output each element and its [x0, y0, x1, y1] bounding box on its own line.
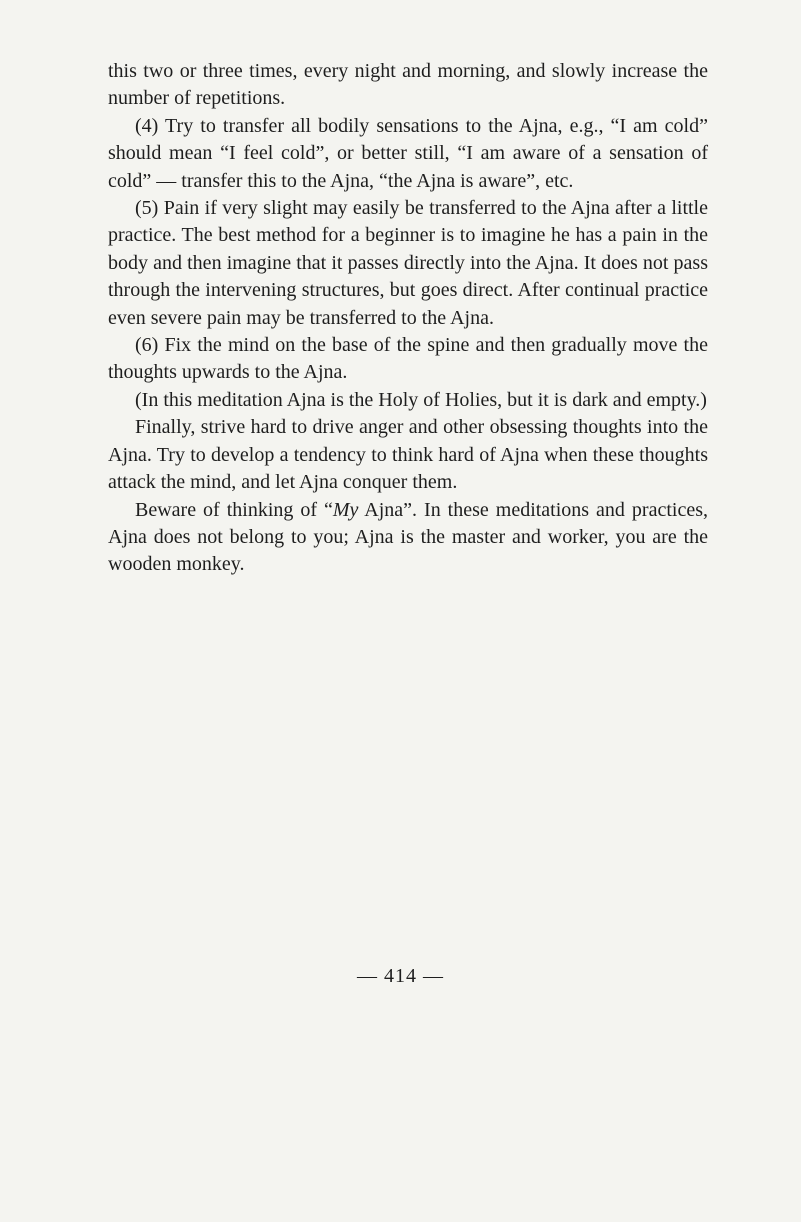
- paragraph-finally: Finally, strive hard to drive anger and other obsessing thoughts into the Ajna. Try to develop a tendency to think hard of Ajna when these thoughts attack the mind, and let Ajna conquer them.: [108, 416, 708, 494]
- paragraph-item-4: (4) Try to transfer all bodily sensations to the Ajna, e.g., “I am cold” should mean “I feel cold”, or better still, “I am aware of a sensation of cold” — transfer this to the Ajna, “the Ajna is aware”, etc.: [108, 114, 708, 192]
- paragraph-parenthetical: (In this meditation Ajna is the Holy of Holies, but it is dark and empty.): [135, 388, 707, 411]
- beware-text-before: Beware of thinking of “: [135, 498, 333, 521]
- paragraph-item-5: (5) Pain if very slight may easily be transferred to the Ajna after a little practice. The best method for a beginner is to imagine he has a pain in the body and then imagine that it passes directly into the Ajna. It does not pass through the intervening structures, but goes direct. After continual practice even severe pain may be transferred to the Ajna.: [108, 197, 708, 329]
- paragraph-continuation: this two or three times, every night and morning, and slowly increase the number of repetitions.: [108, 60, 708, 110]
- beware-italic-word: My: [332, 498, 359, 521]
- paragraph-item-6: (6) Fix the mind on the base of the spine and then gradually move the thoughts upwards to the Ajna.: [108, 334, 708, 384]
- page-number: — 414 —: [357, 965, 444, 987]
- paragraph-beware: [108, 497, 708, 579]
- beware-text-after: Ajna”. In these meditations and practices, Ajna does not belong to you; Ajna is the master and worker, you are the wooden monkey.: [108, 498, 708, 576]
- page-body: [108, 58, 708, 579]
